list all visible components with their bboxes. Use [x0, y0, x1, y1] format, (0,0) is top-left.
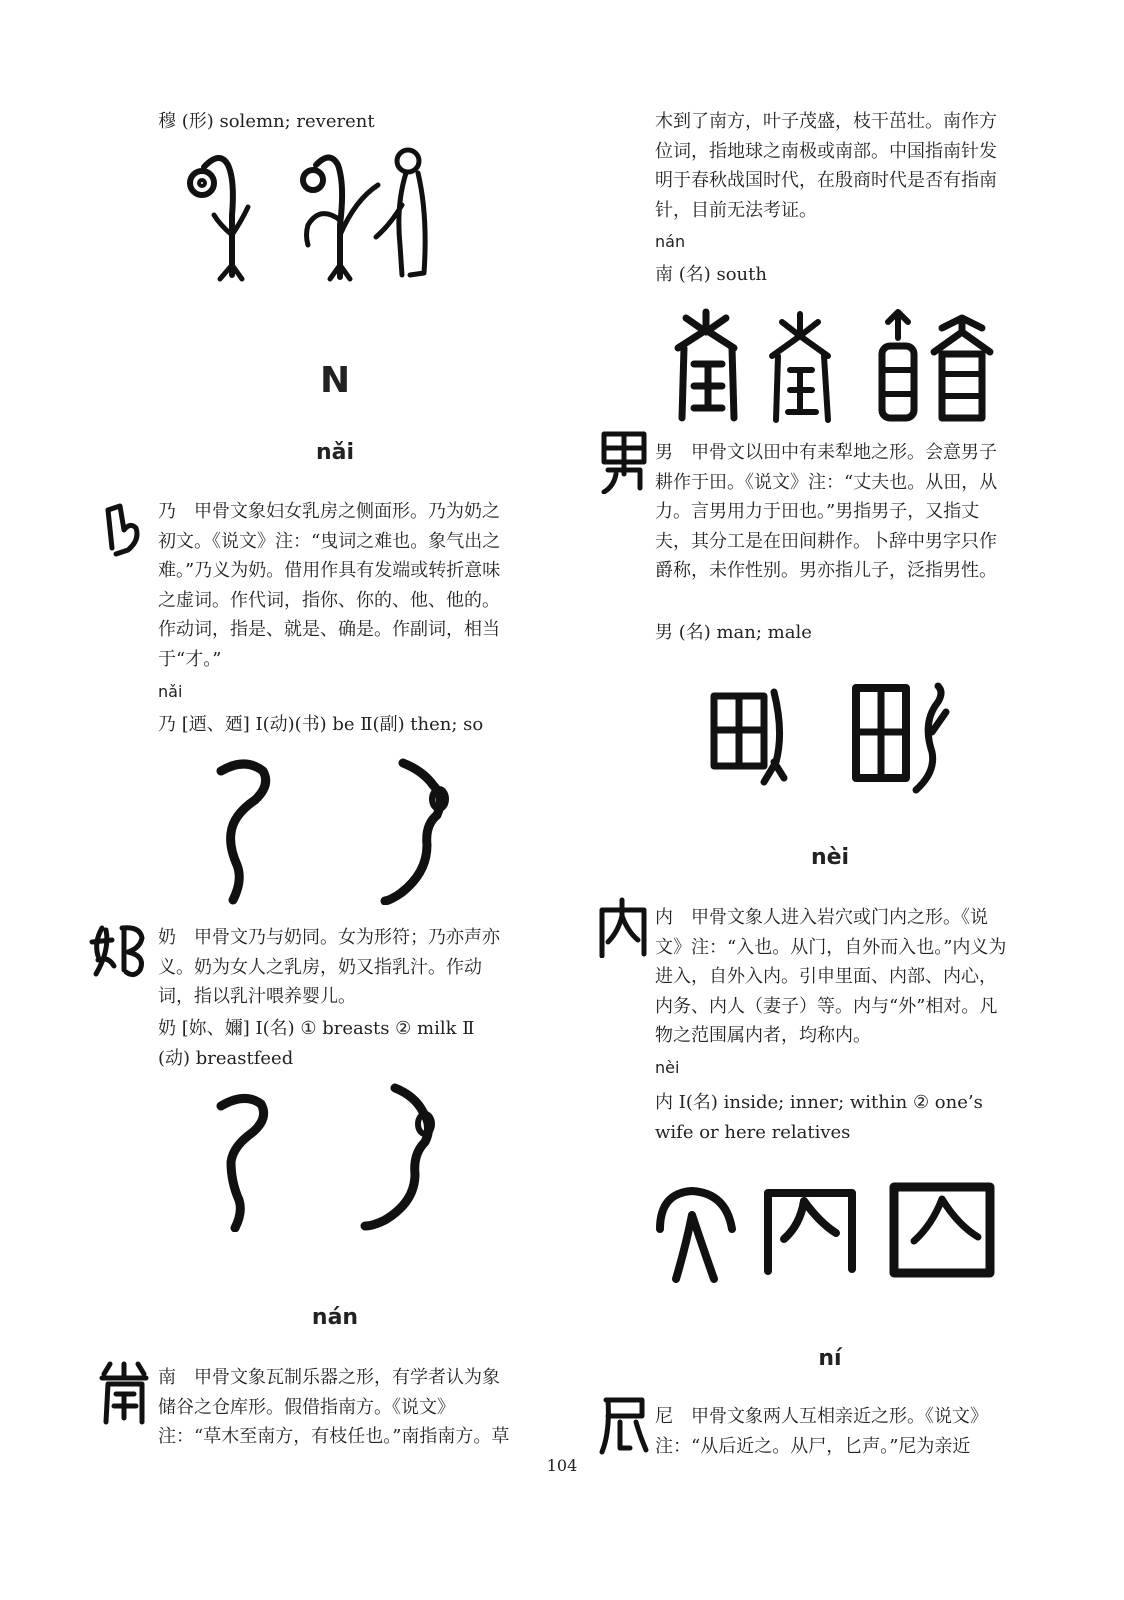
nan-paragraph-continued: 木到了南方，叶子茂盛，枝干茁壮。南作方位词，指地球之南极或南部。中国指南针发明于春秋战国时代，在殷商时代是否有指南针，目前无法考证。: [655, 111, 997, 221]
nai-oracle-figures: [205, 755, 465, 905]
nan-oracle-figures: [672, 308, 1002, 426]
mu-definition: 穆 (形) solemn; reverent: [158, 111, 375, 132]
nei-oracle-figures: [652, 1175, 1002, 1285]
seal-nai2-glyph: [88, 920, 154, 982]
seal-nan2-glyph: [596, 430, 652, 494]
nai2-oracle-figures: [205, 1082, 465, 1232]
mu-oracle-figures: [180, 145, 440, 285]
nei-definition: 内 Ⅰ(名) inside; inner; within ② one’s wife or here relatives: [655, 1092, 983, 1143]
seal-nai-glyph: [100, 500, 150, 558]
nai2-definition: 奶 [妳、嬭] Ⅰ(名) ① breasts ② milk Ⅱ (动) breastfeed: [158, 1018, 475, 1069]
heading-nan: nán: [311, 1305, 359, 1330]
nai-paragraph: 乃 甲骨文象妇女乳房之侧面形。乃为奶之初文。《说文》注：“曳词之难也。象气出之难。”乃义为奶。借用作具有发端或转折意味之虚词。作代词，指你、你的、他、他的。作动词，指是、就是、确是。作副词，相当于“才。”: [158, 501, 501, 670]
heading-ni: ní: [818, 1346, 842, 1371]
page-number: 104: [546, 1456, 578, 1475]
nan2-definition: 男 (名) man; male: [655, 622, 812, 643]
seal-ni-glyph: [596, 1392, 652, 1456]
nan-pinyin: nán: [655, 232, 686, 251]
nai2-paragraph: 奶 甲骨文乃与奶同。女为形符；乃亦声亦义。奶为女人之乳房，奶又指乳汁。作动词，指以乳汁喂养婴儿。: [158, 927, 500, 1008]
nan2-oracle-figures: [706, 682, 956, 802]
nai-definition: 乃 [迺、廼] Ⅰ(动)(书) be Ⅱ(副) then; so: [158, 714, 484, 735]
seal-nan-glyph: [96, 1360, 152, 1426]
nei-pinyin: nèi: [655, 1058, 680, 1077]
nan2-paragraph: 男 甲骨文以田中有耒犁地之形。会意男子耕作于田。《说文》注：“丈夫也。从田，从力。言男用力于田也。”男指男子，又指丈夫，其分工是在田间耕作。卜辞中男字只作爵称，未作性别。男亦指儿子，泛指男性。: [655, 442, 998, 582]
section-letter: N: [320, 360, 351, 401]
nai-pinyin: nǎi: [158, 682, 183, 701]
nan-definition: 南 (名) south: [655, 264, 767, 285]
seal-nei-glyph: [594, 896, 652, 958]
heading-nai: nǎi: [315, 440, 355, 465]
ni-paragraph: 尼 甲骨文象两人互相亲近之形。《说文》注：“从后近之。从尸，匕声。”尼为亲近: [655, 1406, 988, 1457]
heading-nei: nèi: [810, 845, 850, 870]
nan-paragraph: 南 甲骨文象瓦制乐器之形，有学者认为象储谷之仓库形。假借指南方。《说文》注：“草木至南方，有枝任也。”南指南方。草: [158, 1367, 510, 1448]
nei-paragraph: 内 甲骨文象人进入岩穴或门内之形。《说文》注：“入也。从门，自外而入也。”内义为进入，自外入内。引申里面、内部、内心，内务、内人（妻子）等。内与“外”相对。凡物之范围属内者，均称内。: [655, 907, 1007, 1047]
